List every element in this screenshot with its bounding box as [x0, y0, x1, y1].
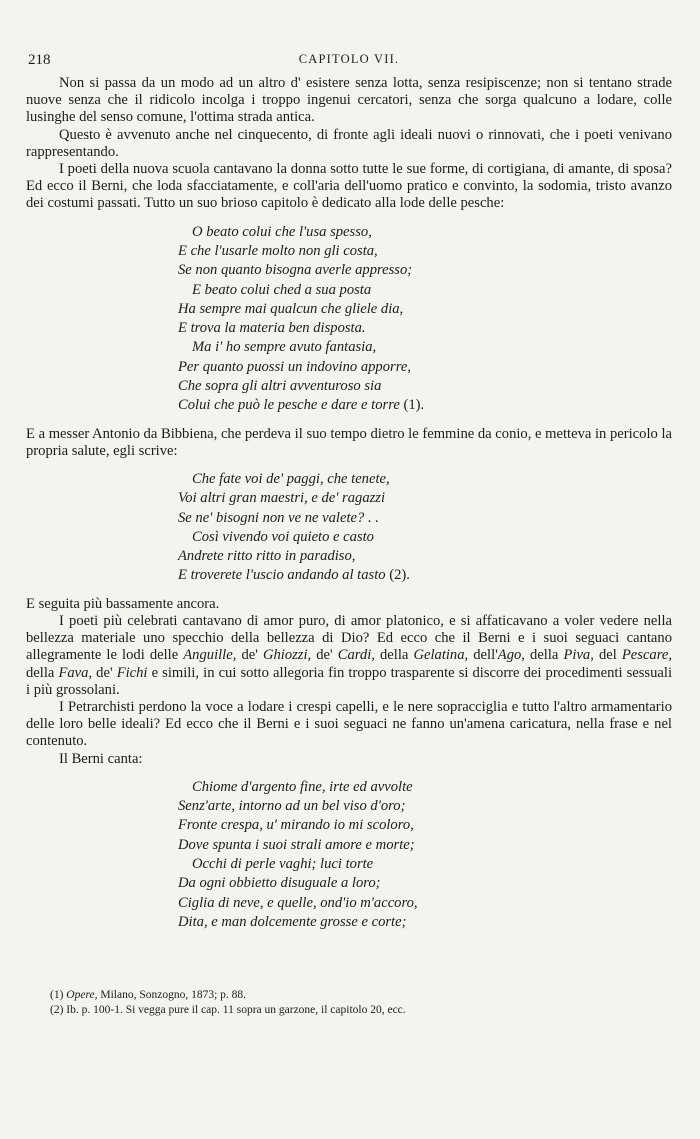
verse-line: Dita, e man dolcemente grosse e corte; — [178, 913, 407, 930]
italic-title: Cardi, — [337, 647, 375, 664]
text-run: de' — [236, 647, 263, 664]
paragraph: E seguita più bassamente ancora. — [26, 595, 220, 612]
text-run: del — [593, 647, 622, 664]
verse-line: E trova la materia ben disposta. — [178, 320, 366, 337]
verse-line: Da ogni obbietto disuguale a loro; — [178, 875, 381, 892]
verse-line: Dove spunta i suoi strali amore e morte; — [178, 836, 415, 853]
text-run: e simili, in cui sotto allegoria fin troppo trasparente si discorre dei procedimenti sessuali i più grossolani. — [26, 664, 672, 698]
verse-line: Per quanto puossi un indovino apporre, — [178, 358, 411, 375]
text-run: della — [374, 647, 414, 664]
page-header — [28, 52, 670, 72]
verse-line: Ma i' ho sempre avuto fantasia, — [192, 339, 377, 356]
running-title: CAPITOLO VII. — [298, 52, 400, 66]
paragraph: Non si passa da un modo ad un altro d' esistere senza lotta, senza resipiscenze; non si tentano strade nuove senza che il ridicolo incolga i troppo ingenui cercatori, senza che sorga qualcuno a lodare, colle lusinghe del senso comune, l'ottima strada antica. — [26, 75, 672, 126]
italic-title: Piva, — [563, 647, 594, 664]
verse-block — [26, 778, 672, 932]
verse-line: Ha sempre mai qualcun che gliele dia, — [178, 300, 404, 317]
verse-line: E che l'usarle molto non gli costa, — [178, 242, 378, 259]
italic-title: Fichi — [116, 664, 148, 681]
paragraph — [26, 613, 672, 699]
verse-line: E beato colui ched a sua posta — [192, 281, 372, 298]
verse-line: Occhi di perle vaghi; luci torte — [192, 856, 374, 872]
footnote-ref: (2). — [389, 567, 410, 584]
footnotes — [50, 988, 650, 1018]
verse-text: Colui che può le pesche e dare e torre — [178, 397, 400, 414]
paragraph: I Petrarchisti perdono la voce a lodare i crespi capelli, e le nere sopracciglia e tutto l'altro armamentario delle loro belle ideali? Ed ecco che il Berni e i suoi seguaci ne fanno un'amena caricatura, nella frase e nel contenuto. — [26, 699, 672, 750]
verse-line: Così vivendo voi quieto e casto — [192, 528, 374, 545]
verse-line: O beato colui che l'usa spesso, — [192, 223, 372, 240]
text-run: dell' — [468, 647, 498, 664]
verse-block — [26, 223, 672, 416]
italic-title: Ghiozzi, — [262, 647, 312, 664]
verse-text: E troverete l'uscio andando al tasto — [178, 567, 386, 584]
verse-line: Che sopra gli altri avventuroso sia — [178, 378, 382, 394]
paragraph: I poeti della nuova scuola cantavano la donna sotto tutte le sue forme, di cortigiana, di amante, di sposa? Ed ecco il Berni, che loda sfacciatamente, e coll'aria dell'uomo pratico e convinto, la sodomia, tristo avanzo dei costumi passati. Tutto un suo brioso capitolo è dedicato alla lode delle pesche: — [26, 161, 672, 212]
verse-line: Senz'arte, intorno ad un bel viso d'oro; — [178, 798, 406, 815]
footnote: (2) Ib. p. 100-1. Si vegga pure il cap. 11 sopra un garzone, il capitolo 20, ecc. — [50, 1004, 406, 1016]
verse-block — [26, 470, 672, 586]
footnote-text: Milano, Sonzogno, 1873; p. 88. — [97, 989, 247, 1001]
footnote-title: Opere, — [66, 989, 98, 1001]
verse-line: Voi altri gran maestri, e de' ragazzi — [178, 490, 386, 507]
italic-title: Gelatina, — [413, 647, 469, 664]
paragraph: Questo è avvenuto anche nel cinquecento, di fronte agli ideali nuovi o rinnovati, che i poeti venivano rappresentando. — [26, 126, 672, 160]
text-run: della — [524, 647, 564, 664]
footnote-ref: (1). — [403, 397, 425, 414]
paragraph: Il Berni canta: — [59, 750, 143, 767]
text-run: I poeti più celebrati cantavano di amor puro, di amor platonico, e si affaticavano a voler vedere nella bellezza materiale uno specchio della bellezza di Dio? Ed ecco che il Berni e i suoi seguaci cantano allegramente le lodi delle — [26, 612, 672, 664]
footnote-mark: (1) — [50, 989, 64, 1001]
italic-title: Fava, — [58, 664, 93, 681]
text-run: della — [26, 664, 59, 681]
verse-line: Fronte crespa, u' mirando io mi scoloro, — [178, 817, 414, 834]
verse-line: Ciglia di neve, e quelle, ond'io m'accoro, — [178, 894, 418, 911]
verse-line: Chiome d'argento fine, irte ed avvolte — [192, 778, 413, 795]
verse-line — [172, 566, 672, 585]
verse-line: Se non quanto bisogna averle appresso; — [178, 262, 413, 279]
italic-title: Ago, — [497, 647, 525, 664]
verse-line: Se ne' bisogni non ve ne valete? . . — [178, 509, 379, 526]
paragraph: E a messer Antonio da Bibbiena, che perdeva il suo tempo dietro le femmine da conio, e metteva in pericolo la propria salute, egli scrive: — [26, 425, 672, 459]
verse-line: Che fate voi de' paggi, che tenete, — [192, 471, 390, 487]
verse-line — [172, 396, 672, 415]
text-run: de' — [92, 664, 117, 681]
verse-line: Andrete ritto ritto in paradiso, — [178, 548, 356, 565]
text-run: de' — [311, 647, 338, 664]
italic-title: Pescare, — [621, 647, 672, 664]
footnote — [50, 988, 650, 1003]
page-number: 218 — [28, 52, 51, 68]
page-body — [26, 75, 672, 942]
italic-title: Anguille, — [183, 647, 237, 664]
